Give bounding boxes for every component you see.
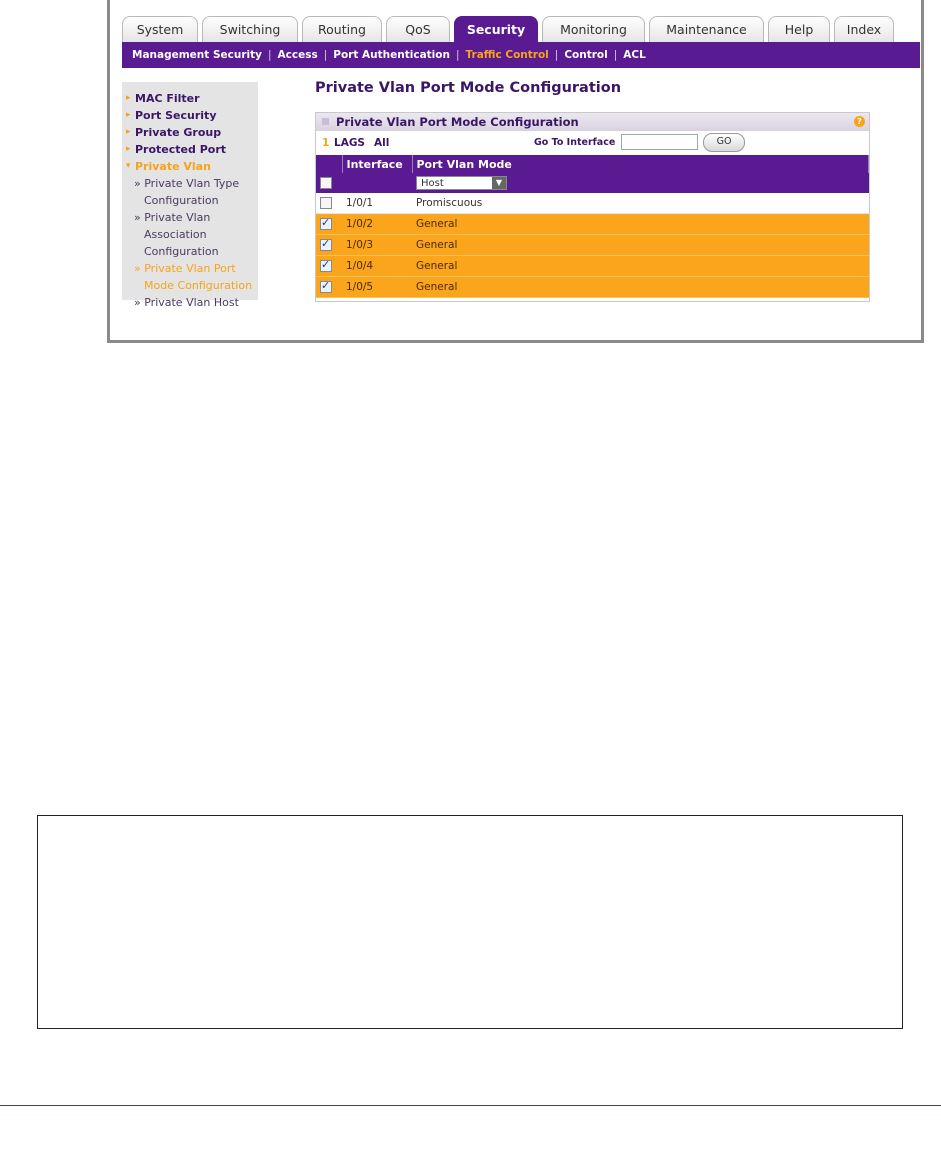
go-button[interactable]: GO (703, 133, 745, 152)
chevron-down-icon: ▾ (126, 161, 131, 171)
mode-cell: General (412, 214, 869, 235)
goto-interface-label: Go To Interface (534, 137, 616, 148)
interface-cell: 1/0/4 (342, 256, 412, 277)
subnav-access[interactable]: Access (277, 49, 318, 61)
mode-cell: Promiscuous (412, 193, 869, 214)
sidebar-subitem-private-vlan-port-mode[interactable]: » Private Vlan Port Mode Configuration (134, 262, 253, 292)
chevron-right-icon: ▸ (126, 110, 131, 120)
sidebar-item-port-security[interactable] (122, 107, 258, 124)
table-filter-row (316, 173, 869, 193)
row-checkbox[interactable] (320, 239, 332, 251)
tab-qos[interactable]: QoS (386, 16, 450, 42)
collapse-icon[interactable] (322, 118, 329, 125)
sidebar-item-label: Private Vlan (135, 160, 211, 173)
select-column-header (316, 155, 342, 173)
port-mode-panel (315, 112, 870, 302)
sidebar-item-label: MAC Filter (135, 92, 200, 105)
port-vlan-mode-column-header: Port Vlan Mode (412, 155, 869, 173)
interface-filter-cell (342, 173, 412, 193)
security-subnav (122, 42, 920, 68)
select-all-cell (316, 173, 342, 193)
panel-header (316, 113, 869, 131)
interface-cell: 1/0/1 (342, 193, 412, 214)
subnav-acl[interactable]: ACL (623, 49, 646, 61)
main-tab-bar (122, 16, 898, 42)
goto-interface-input[interactable] (621, 134, 698, 150)
mode-cell: General (412, 235, 869, 256)
all-link[interactable]: All (374, 137, 390, 149)
subnav-separator: | (323, 49, 328, 61)
table-row[interactable] (316, 256, 869, 277)
tab-maintenance[interactable]: Maintenance (649, 16, 764, 42)
chevron-down-icon[interactable]: ▼ (492, 177, 506, 189)
tab-switching[interactable]: Switching (202, 16, 298, 42)
sidebar-item-private-vlan[interactable] (122, 158, 258, 175)
subnav-separator: | (554, 49, 559, 61)
table-row[interactable] (316, 214, 869, 235)
page-number-link[interactable]: 1 (322, 137, 330, 149)
sidebar-subitem-private-vlan-association[interactable]: » Private Vlan Association Configuration (134, 211, 219, 258)
subnav-management-security[interactable]: Management Security (132, 49, 262, 61)
table-toolbar (316, 131, 869, 155)
subnav-port-authentication[interactable]: Port Authentication (333, 49, 450, 61)
interface-cell: 1/0/3 (342, 235, 412, 256)
sidebar-item-label: Private Group (135, 126, 222, 139)
interface-cell: 1/0/2 (342, 214, 412, 235)
row-checkbox[interactable] (320, 197, 332, 209)
row-checkbox[interactable] (320, 281, 332, 293)
chevron-right-icon: ▸ (126, 127, 131, 137)
subnav-control[interactable]: Control (564, 49, 608, 61)
sidebar-item-mac-filter[interactable] (122, 90, 258, 107)
mode-filter-cell (412, 173, 869, 193)
panel-title: Private Vlan Port Mode Configuration (336, 115, 579, 129)
tab-index[interactable]: Index (834, 16, 894, 42)
tab-security[interactable]: Security (454, 16, 538, 42)
side-menu (122, 82, 258, 309)
table-header-row (316, 155, 869, 173)
row-checkbox[interactable] (320, 218, 332, 230)
sidebar-item-private-group[interactable] (122, 124, 258, 141)
table-row[interactable] (316, 277, 869, 298)
tab-monitoring[interactable]: Monitoring (542, 16, 645, 42)
row-checkbox[interactable] (320, 260, 332, 272)
subnav-separator: | (267, 49, 272, 61)
table-row[interactable] (316, 235, 869, 256)
tab-system[interactable]: System (122, 16, 198, 42)
screenshot-frame (107, 0, 924, 343)
port-vlan-mode-select[interactable] (416, 176, 507, 190)
tab-help[interactable]: Help (768, 16, 830, 42)
subnav-traffic-control[interactable]: Traffic Control (465, 49, 549, 61)
sidebar-subitem-private-vlan-host[interactable]: » Private Vlan Host (134, 296, 239, 309)
sidebar-item-protected-port[interactable] (122, 141, 258, 158)
help-icon[interactable]: ? (854, 116, 865, 127)
interface-cell: 1/0/5 (342, 277, 412, 298)
subnav-separator: | (455, 49, 460, 61)
chevron-right-icon: ▸ (126, 93, 131, 103)
sidebar-item-label: Port Security (135, 109, 217, 122)
footer-divider (0, 1105, 941, 1106)
mode-cell: General (412, 256, 869, 277)
port-mode-table (316, 155, 869, 298)
interface-column-header: Interface (342, 155, 412, 173)
tab-routing[interactable]: Routing (302, 16, 382, 42)
port-vlan-mode-value: Host (421, 178, 444, 189)
sidebar-subitem-private-vlan-type[interactable]: » Private Vlan Type Configuration (134, 177, 240, 207)
mode-cell: General (412, 277, 869, 298)
table-row[interactable] (316, 193, 869, 214)
lags-link[interactable]: LAGS (334, 137, 365, 149)
chevron-right-icon: ▸ (126, 144, 131, 154)
page-title: Private Vlan Port Mode Configuration (315, 80, 622, 96)
empty-note-box (37, 815, 903, 1029)
sidebar-item-label: Protected Port (135, 143, 227, 156)
subnav-separator: | (613, 49, 618, 61)
select-all-checkbox[interactable] (320, 177, 332, 189)
